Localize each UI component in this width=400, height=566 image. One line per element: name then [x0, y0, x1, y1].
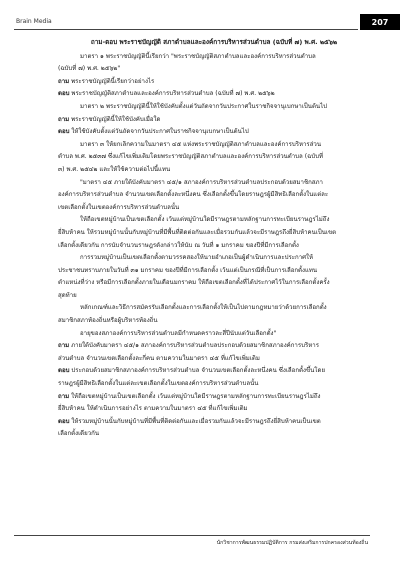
- line-text: (ฉบับที่ ๗) พ.ศ. ๒๕๖๒": [58, 65, 121, 73]
- document-line: [58, 252, 370, 265]
- answer-label: ตอบ: [58, 367, 70, 375]
- page-number-badge: 207: [360, 14, 400, 30]
- line-text: ให้ถือเขตหมู่บ้านเป็นเขตเลือกตั้ง เว้นแต่หมู่บ้านใดมีราษฎรตามหลักฐานการทะเบียนราษฎรไม่ถึง: [69, 392, 321, 400]
- answer-label: ตอบ: [58, 90, 70, 98]
- line-text: พระราชบัญญัตินี้ให้ใช้บังคับเมื่อใด: [69, 115, 161, 123]
- line-text: ให้ถือเขตหมู่บ้านเป็นเขตเลือกตั้ง เว้นแต่หมู่บ้านใดมีราษฎรตามหลักฐานการทะเบียนราษฎรไม่ถึง: [80, 216, 330, 224]
- line-text: "มาตรา ๔๕ ภายใต้บังคับมาตรา ๔๕/๑ สภาองค์การบริหารส่วนตำบลประกอบด้วยสมาชิกสภา: [80, 178, 323, 186]
- question-label: ถาม: [58, 77, 70, 85]
- line-text: เขตเลือกตั้งในเขตองค์การบริหารส่วนตำบลนั้น: [58, 203, 180, 211]
- line-text: มาตรา ๓ ให้ยกเลิกความในมาตรา ๔๕ แห่งพระราชบัญญัติสภาตำบลและองค์การบริหารส่วน: [80, 140, 322, 148]
- document-line: [58, 101, 370, 114]
- line-text: หลักเกณฑ์และวิธีการสมัครรับเลือกตั้งและการเลือกตั้งให้เป็นไปตามกฎหมายว่าด้วยการเลือกตั้ง: [80, 304, 327, 312]
- document-line: [58, 214, 370, 227]
- document-line: [58, 63, 370, 76]
- line-text: องค์การบริหารส่วนตำบล จำนวนเขตเลือกตั้งละหนึ่งคน ซึ่งเลือกตั้งขึ้นโดยราษฎรผู้มีสิทธิเลือกตั้งในแต่ละ: [58, 191, 329, 199]
- line-text: พระราชบัญญัตินี้เรียกว่าอย่างไร: [69, 77, 155, 85]
- question-label: ถาม: [58, 342, 70, 350]
- line-text: ๓) พ.ศ. ๒๕๔๒ และให้ใช้ความต่อไปนี้แทน: [58, 165, 171, 173]
- document-line: [58, 290, 370, 303]
- line-text: เลือกตั้งเดียวกัน การนับจำนวนราษฎรดังกล่าวให้นับ ณ วันที่ ๑ มกราคม ของปีที่มีการเลือกตั้ง: [58, 241, 299, 249]
- line-text: ยี่สิบห้าคน ให้รวมหมู่บ้านนั้นกับหมู่บ้านที่มีพื้นที่ติดต่อกันและเมื่อรวมกันแล้วจะมีราษฎรถึงยี่สิบห้าคนเป็นเขต: [58, 228, 337, 236]
- document-line: [58, 139, 370, 152]
- line-text: สุดท้าย: [58, 291, 77, 299]
- line-text: อายุของสภาองค์การบริหารส่วนตำบลมีกำหนดคราวละสี่ปีนับแต่วันเลือกตั้ง": [80, 329, 277, 337]
- document-line: [58, 202, 370, 215]
- line-text: ประชาชนทราบภายในวันที่ ๓๑ มกราคม ของปีที่มีการเลือกตั้ง เว้นแต่เป็นกรณีที่เป็นการเลือกตั้งแทน: [58, 266, 318, 274]
- answer-label: ตอบ: [58, 128, 70, 136]
- document-line: [58, 353, 370, 366]
- question-label: ถาม: [58, 392, 70, 400]
- document-title: ถาม-ตอบ พระราชบัญญัติ สภาตำบลและองค์การบริหารส่วนตำบล (ฉบับที่ ๗) พ.ศ. ๒๕๖๒: [90, 38, 338, 46]
- document-line: [58, 328, 370, 341]
- line-text: ให้รวมหมู่บ้านนั้นกับหมู่บ้านที่มีพื้นที่ติดต่อกันและเมื่อรวมกันแล้วจะมีราษฎรถึงยี่สิบห้าคนเป็นเขต: [69, 417, 321, 425]
- line-text: ประกอบด้วยสมาชิกสภาองค์การบริหารส่วนตำบล จำนวนเขตเลือกตั้งละหนึ่งคน ซึ่งเลือกตั้งขึ้นโดย: [69, 367, 326, 375]
- answer-label: ตอบ: [58, 417, 70, 425]
- question-label: ถาม: [58, 115, 70, 123]
- document-line: [58, 151, 370, 164]
- document-line: [58, 365, 370, 378]
- line-text: ให้ใช้บังคับตั้งแต่วันถัดจากวันประกาศในราชกิจจานุเบกษาเป็นต้นไป: [69, 128, 249, 136]
- line-text: ราษฎรผู้มีสิทธิเลือกตั้งในแต่ละเขตเลือกตั้งในเขตองค์การบริหารส่วนตำบลนั้น: [58, 380, 259, 388]
- document-line: [58, 51, 370, 64]
- footer-text: นักวิชาการพัฒนธรรมปฏิบัติการ กรมส่งเสริมการปกครองส่วนท้องถิ่น: [216, 540, 368, 546]
- header-divider: [14, 29, 358, 30]
- document-body: [58, 32, 370, 441]
- line-text: การรวมหมู่บ้านเป็นเขตเลือกตั้งตามวรรคสองให้นายอำเภอเป็นผู้ดำเนินการและประกาศให้: [80, 254, 313, 262]
- footer-divider: [14, 535, 370, 536]
- document-line: [58, 177, 370, 190]
- line-text: ภายใต้บังคับมาตรา ๔๕/๑ สภาองค์การบริหารส่วนตำบลประกอบด้วยสมาชิกสภาองค์การบริหาร: [69, 342, 319, 350]
- brand-label: Brain Media: [16, 18, 52, 25]
- document-line: [58, 227, 370, 240]
- line-text: มาตรา ๒ พระราชบัญญัตินี้ให้ใช้บังคับตั้งแต่วันถัดจากวันประกาศในราชกิจจานุเบกษาเป็นต้นไป: [80, 102, 327, 110]
- document-line: [58, 378, 370, 391]
- document-line: [58, 428, 370, 441]
- document-line: [58, 403, 370, 416]
- document-line: [58, 114, 370, 127]
- line-text: เลือกตั้งเดียวกัน: [58, 430, 99, 438]
- document-lines: [58, 51, 370, 441]
- line-text: มาตรา ๑ พระราชบัญญัตินี้เรียกว่า "พระราชบัญญัติสภาตำบลและองค์การบริหารส่วนตำบล: [80, 52, 316, 60]
- line-text: ตำแหน่งที่ว่าง หรือมีการเลือกตั้งภายในเดือนมกราคม ให้ถือเขตเลือกตั้งที่ได้ประกาศไว้ในการเลือกตั้งครั้ง: [58, 279, 330, 287]
- line-text: ยี่สิบห้าคน ให้ดำเนินการอย่างไร ตามความในมาตรา ๔๕ ที่แก้ไขเพิ่มเติม: [58, 405, 248, 413]
- line-text: ตำบล พ.ศ. ๒๕๓๗ ซึ่งแก้ไขเพิ่มเติมโดยพระราชบัญญัติสภาตำบลและองค์การบริหารส่วนตำบล (ฉบับที่: [58, 153, 323, 161]
- document-line: [58, 416, 370, 429]
- document-line: [58, 315, 370, 328]
- line-text: สมาชิกสภาท้องถิ่นหรือผู้บริหารท้องถิ่น: [58, 317, 158, 325]
- document-line: [58, 88, 370, 101]
- document-line: [58, 302, 370, 315]
- document-line: [58, 189, 370, 202]
- document-line: [58, 391, 370, 404]
- document-line: [58, 164, 370, 177]
- document-line: [58, 126, 370, 139]
- line-text: ส่วนตำบล จำนวนเขตเลือกตั้งละกี่คน ตามความในมาตรา ๔๕ ที่แก้ไขเพิ่มเติม: [58, 354, 260, 362]
- document-line: [58, 340, 370, 353]
- document-line: [58, 277, 370, 290]
- document-line: [58, 240, 370, 253]
- document-line: [58, 76, 370, 89]
- document-line: [58, 265, 370, 278]
- line-text: พระราชบัญญัติสภาตำบลและองค์การบริหารส่วนตำบล (ฉบับที่ ๗) พ.ศ. ๒๕๖๒: [69, 90, 275, 98]
